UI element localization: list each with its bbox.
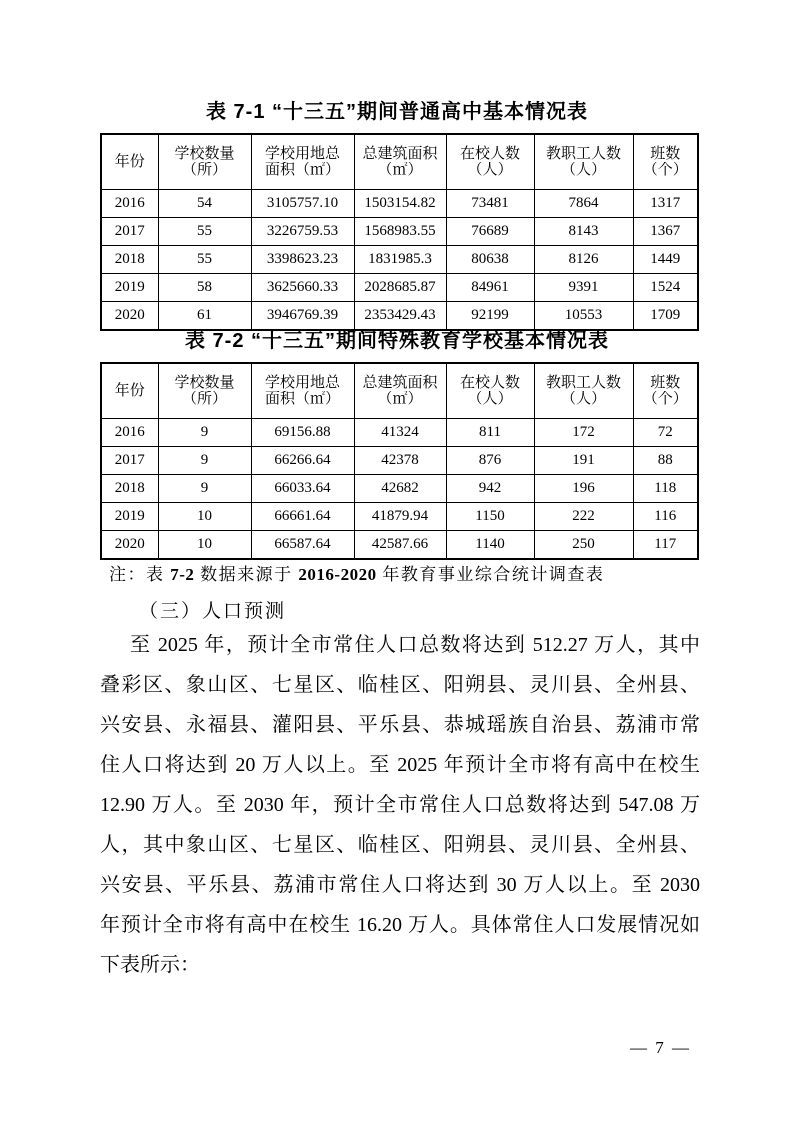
body-paragraph bbox=[100, 625, 700, 985]
table-2-header-year: 年份 bbox=[101, 363, 158, 419]
table-cell: 10 bbox=[158, 503, 251, 531]
table-2-header-col4-line1: 在校人数 bbox=[446, 363, 534, 391]
table-cell: 80638 bbox=[446, 246, 534, 274]
table-cell: 10553 bbox=[534, 302, 633, 331]
table-cell: 1367 bbox=[633, 218, 698, 246]
body-line: 住人口将达到 20 万人以上。至 2025 年预计全市将有高中在校生 bbox=[100, 754, 700, 776]
table-cell: 66661.64 bbox=[251, 503, 354, 531]
table-1-row-2018 bbox=[101, 246, 698, 274]
table-2-header-col1-line2: （所） bbox=[158, 391, 251, 419]
table-cell: 73481 bbox=[446, 190, 534, 218]
table-cell: 9 bbox=[158, 419, 251, 447]
table-cell: 1150 bbox=[446, 503, 534, 531]
table-cell: 66266.64 bbox=[251, 447, 354, 475]
table-cell: 84961 bbox=[446, 274, 534, 302]
note-text-part: 7-2 bbox=[170, 565, 195, 584]
table-cell: 1449 bbox=[633, 246, 698, 274]
table-2-header-col5-line2: （人） bbox=[534, 391, 633, 419]
body-line: 至 2025 年，预计全市常住人口总数将达到 512.27 万人，其中 bbox=[130, 634, 700, 656]
table-1-header-col6-line1: 班数 bbox=[633, 134, 698, 162]
table-2-row-2019 bbox=[101, 503, 698, 531]
table-cell: 41324 bbox=[354, 419, 446, 447]
table-cell: 3105757.10 bbox=[251, 190, 354, 218]
table-cell: 2020 bbox=[101, 302, 158, 331]
table-cell: 811 bbox=[446, 419, 534, 447]
table-cell: 9 bbox=[158, 475, 251, 503]
table-1-title: 表 7-1 “十三五”期间普通高中基本情况表 bbox=[205, 101, 589, 123]
table-2-row-2020 bbox=[101, 531, 698, 560]
table-2-header-col6-line1: 班数 bbox=[633, 363, 698, 391]
table-cell: 172 bbox=[534, 419, 633, 447]
table-cell: 2016 bbox=[101, 190, 158, 218]
table-2-header-col2-line2: 面积（㎡） bbox=[251, 391, 354, 419]
table-2-header-col1-line1: 学校数量 bbox=[158, 363, 251, 391]
table-cell: 1831985.3 bbox=[354, 246, 446, 274]
table-cell: 2018 bbox=[101, 246, 158, 274]
table-2-header-col6-line2: （个） bbox=[633, 391, 698, 419]
table-cell: 42378 bbox=[354, 447, 446, 475]
table-2-header-col3-line1: 总建筑面积 bbox=[354, 363, 446, 391]
table-1-header-col3-line2: （㎡） bbox=[354, 162, 446, 190]
table-cell: 3398623.23 bbox=[251, 246, 354, 274]
note-text-part: 年教育事业综合统计调查表 bbox=[376, 565, 605, 584]
table-1-header-col2-line2: 面积（㎡） bbox=[251, 162, 354, 190]
body-line: 兴安县、永福县、灌阳县、平乐县、恭城瑶族自治县、荔浦市常 bbox=[100, 714, 700, 736]
table-1 bbox=[100, 133, 699, 331]
body-line: 人，其中象山区、七星区、临桂区、阳朔县、灵川县、全州县、 bbox=[100, 834, 700, 856]
table-cell: 3946769.39 bbox=[251, 302, 354, 331]
table-cell: 250 bbox=[534, 531, 633, 560]
table-cell: 2353429.43 bbox=[354, 302, 446, 331]
table-cell: 2018 bbox=[101, 475, 158, 503]
table-cell: 69156.88 bbox=[251, 419, 354, 447]
table-1-row-2016 bbox=[101, 190, 698, 218]
page-number: — 7 — bbox=[630, 1038, 691, 1057]
table-1-header-col4-line2: （人） bbox=[446, 162, 534, 190]
table-cell: 66033.64 bbox=[251, 475, 354, 503]
table-cell: 55 bbox=[158, 218, 251, 246]
table-1-header-col3-line1: 总建筑面积 bbox=[354, 134, 446, 162]
table-cell: 3625660.33 bbox=[251, 274, 354, 302]
table-2-header-col4-line2: （人） bbox=[446, 391, 534, 419]
section-heading: （三）人口预测 bbox=[139, 601, 287, 622]
table-cell: 942 bbox=[446, 475, 534, 503]
body-line: 下表所示： bbox=[100, 954, 200, 976]
table-cell: 1524 bbox=[633, 274, 698, 302]
table-1-header-col5-line1: 教职工人数 bbox=[534, 134, 633, 162]
table-2-header-col2-line1: 学校用地总 bbox=[251, 363, 354, 391]
table-cell: 7864 bbox=[534, 190, 633, 218]
table-cell: 1140 bbox=[446, 531, 534, 560]
table-2-header-col3-line2: （㎡） bbox=[354, 391, 446, 419]
body-line: 兴安县、平乐县、荔浦市常住人口将达到 30 万人以上。至 2030 bbox=[100, 874, 700, 896]
table-1-header-col1-line2: （所） bbox=[158, 162, 251, 190]
table-cell: 2019 bbox=[101, 274, 158, 302]
table-cell: 3226759.53 bbox=[251, 218, 354, 246]
table-cell: 92199 bbox=[446, 302, 534, 331]
table-cell: 1568983.55 bbox=[354, 218, 446, 246]
note bbox=[109, 560, 604, 585]
table-cell: 42587.66 bbox=[354, 531, 446, 560]
table-cell: 196 bbox=[534, 475, 633, 503]
table-cell: 2020 bbox=[101, 531, 158, 560]
table-cell: 55 bbox=[158, 246, 251, 274]
table-2-row-2016 bbox=[101, 419, 698, 447]
table-1-row-2020 bbox=[101, 302, 698, 331]
note-text-part: 2016-2020 bbox=[298, 565, 377, 584]
table-cell: 8143 bbox=[534, 218, 633, 246]
table-1-row-2019 bbox=[101, 274, 698, 302]
table-cell: 222 bbox=[534, 503, 633, 531]
table-2-header-col5-line1: 教职工人数 bbox=[534, 363, 633, 391]
table-1-header-col6-line2: （个） bbox=[633, 162, 698, 190]
table-cell: 41879.94 bbox=[354, 503, 446, 531]
table-cell: 2017 bbox=[101, 447, 158, 475]
table-cell: 118 bbox=[633, 475, 698, 503]
table-cell: 191 bbox=[534, 447, 633, 475]
table-cell: 9391 bbox=[534, 274, 633, 302]
table-cell: 76689 bbox=[446, 218, 534, 246]
table-1-header-col5-line2: （人） bbox=[534, 162, 633, 190]
table-cell: 58 bbox=[158, 274, 251, 302]
table-2-row-2018 bbox=[101, 475, 698, 503]
table-2-title: 表 7-2 “十三五”期间特殊教育学校基本情况表 bbox=[184, 330, 610, 352]
table-cell: 1503154.82 bbox=[354, 190, 446, 218]
table-cell: 61 bbox=[158, 302, 251, 331]
table-1-header-col1-line1: 学校数量 bbox=[158, 134, 251, 162]
table-cell: 117 bbox=[633, 531, 698, 560]
table-cell: 42682 bbox=[354, 475, 446, 503]
table-cell: 66587.64 bbox=[251, 531, 354, 560]
table-cell: 8126 bbox=[534, 246, 633, 274]
table-cell: 1709 bbox=[633, 302, 698, 331]
table-cell: 2019 bbox=[101, 503, 158, 531]
body-line: 年预计全市将有高中在校生 16.20 万人。具体常住人口发展情况如 bbox=[100, 914, 700, 936]
table-cell: 1317 bbox=[633, 190, 698, 218]
table-1-header-col2-line1: 学校用地总 bbox=[251, 134, 354, 162]
table-2-row-2017 bbox=[101, 447, 698, 475]
table-cell: 54 bbox=[158, 190, 251, 218]
table-cell: 2016 bbox=[101, 419, 158, 447]
table-2 bbox=[100, 362, 699, 560]
table-cell: 116 bbox=[633, 503, 698, 531]
table-cell: 2028685.87 bbox=[354, 274, 446, 302]
body-line: 叠彩区、象山区、七星区、临桂区、阳朔县、灵川县、全州县、 bbox=[100, 674, 700, 696]
table-cell: 10 bbox=[158, 531, 251, 560]
table-cell: 88 bbox=[633, 447, 698, 475]
table-cell: 876 bbox=[446, 447, 534, 475]
body-line: 12.90 万人。至 2030 年，预计全市常住人口总数将达到 547.08 万 bbox=[100, 794, 700, 816]
table-1-row-2017 bbox=[101, 218, 698, 246]
table-cell: 9 bbox=[158, 447, 251, 475]
table-cell: 72 bbox=[633, 419, 698, 447]
table-1-header-col4-line1: 在校人数 bbox=[446, 134, 534, 162]
note-text-part: 注：表 bbox=[109, 565, 171, 584]
table-1-header-year: 年份 bbox=[101, 134, 158, 190]
note-text-part: 数据来源于 bbox=[194, 565, 299, 584]
table-cell: 2017 bbox=[101, 218, 158, 246]
